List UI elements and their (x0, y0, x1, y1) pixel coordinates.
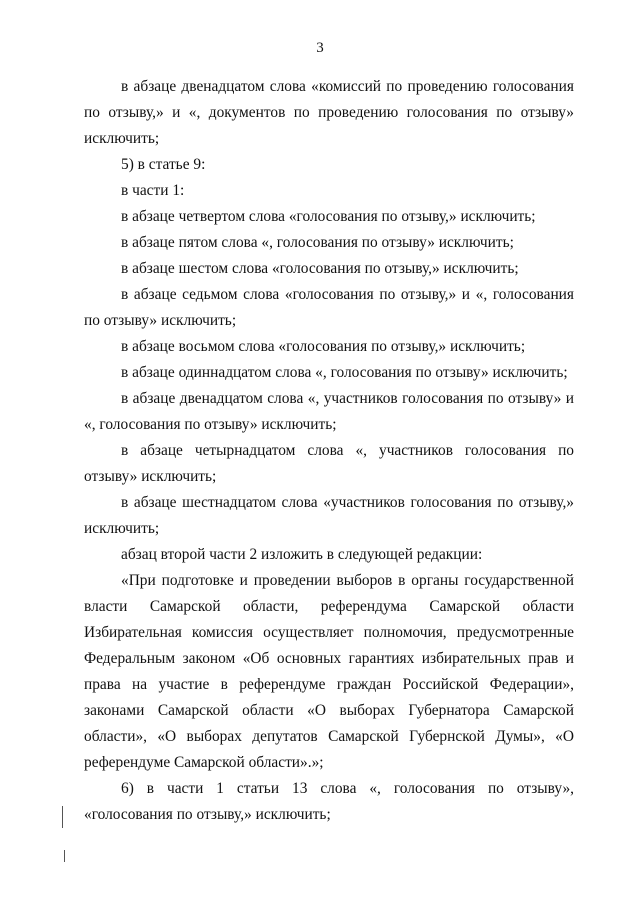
paragraph-4: в абзаце четвертом слова «голосования по отзыву,» исключить; (121, 208, 536, 225)
document-body (84, 74, 574, 828)
paragraph-10: в абзаце двенадцатом слова «, участников голосования по отзыву» и «, голосования по отзыву» исключить; (84, 390, 574, 433)
paragraph-7: в абзаце седьмом слова «голосования по отзыву,» и «, голосования по отзыву» исключить; (84, 286, 574, 329)
paragraph-2: 5) в статье 9: (121, 156, 206, 173)
paragraph-8: в абзаце восьмом слова «голосования по отзыву,» исключить; (121, 338, 526, 355)
paragraph-15: 6) в части 1 статьи 13 слова «, голосования по отзыву», «голосования по отзыву,» исключить; (84, 780, 574, 823)
paragraph-13: абзац второй части 2 изложить в следующей редакции: (121, 546, 483, 563)
scan-artifact-mark (64, 850, 65, 862)
paragraph-1: в абзаце двенадцатом слова «комиссий по проведению голосования по отзыву,» и «, документов по проведению голосования по отзыву» исключить; (84, 78, 574, 147)
paragraph-11: в абзаце четырнадцатом слова «, участников голосования по отзыву» исключить; (84, 442, 574, 485)
scan-artifact-mark (62, 806, 63, 828)
paragraph-12: в абзаце шестнадцатом слова «участников голосования по отзыву,» исключить; (84, 494, 574, 537)
page-number: 3 (316, 40, 324, 56)
paragraph-3: в части 1: (121, 182, 185, 199)
paragraph-6: в абзаце шестом слова «голосования по отзыву,» исключить; (121, 260, 519, 277)
paragraph-9: в абзаце одиннадцатом слова «, голосования по отзыву» исключить; (121, 364, 568, 381)
paragraph-14: «При подготовке и проведении выборов в органы государственной власти Самарской области, референдума Самарской области Избирательная комиссия осуществляет полномочия, предусмотренные Федеральным законом «Об основных гарантиях избирательных прав и права на участие в референдуме граждан Российской Федерации», законами Самарской области «О выборах Губернатора Самарской области», «О выборах депутатов Самарской Губернской Думы», «О референдуме Самарской области».»; (84, 572, 574, 771)
paragraph-5: в абзаце пятом слова «, голосования по отзыву» исключить; (121, 234, 514, 251)
